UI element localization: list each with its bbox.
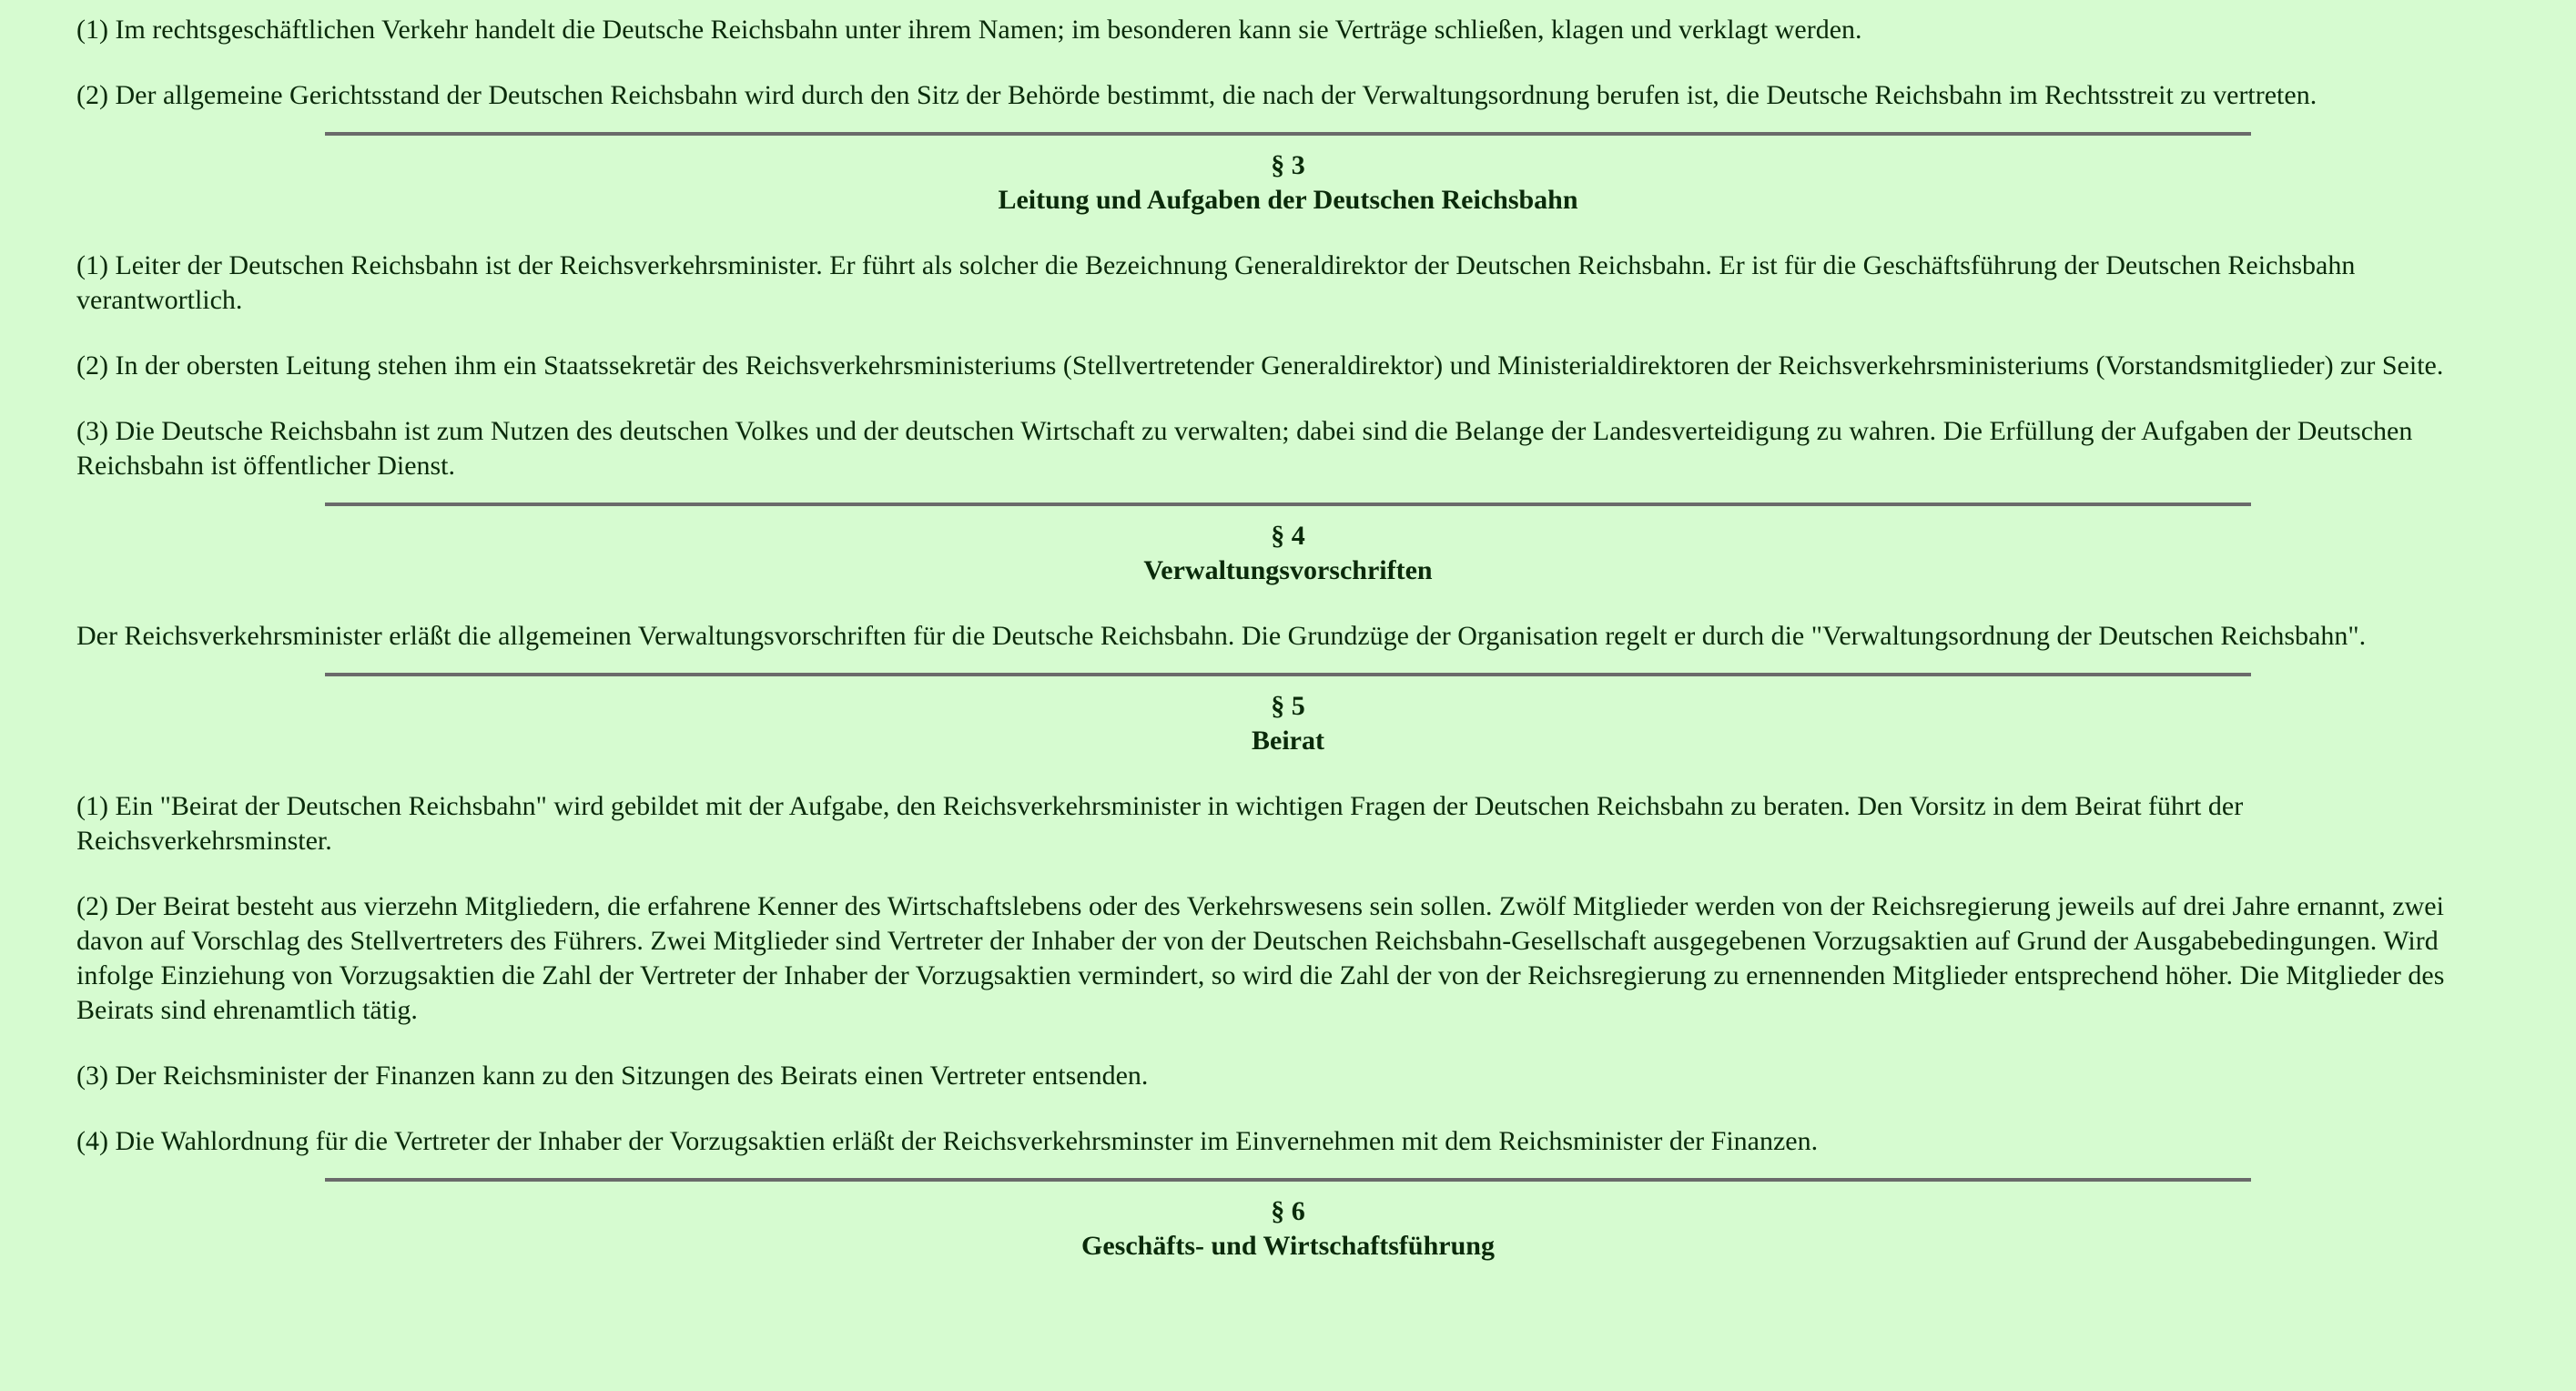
section-divider: [325, 132, 2251, 136]
section-heading: [76, 1194, 2500, 1264]
section-number: § 6: [1271, 1196, 1305, 1226]
paragraph: (2) In der obersten Leitung stehen ihm ein Staatssekretär des Reichsverkehrsministeriums (Stellvertretender Generaldirektor) und Ministerialdirektoren der Reichsverkehrsministeriums (Vorstandsmitglieder) zur Seite.: [76, 350, 2444, 381]
paragraph: (3) Die Deutsche Reichsbahn ist zum Nutzen des deutschen Volkes und der deutschen Wirtschaft zu verwalten; dabei sind die Belange der Landesverteidigung zu wahren. Die Erfüllung der Aufgaben der Deutschen Reichsbahn ist öffentlicher Dienst.: [76, 416, 2413, 481]
section-title: Verwaltungsvorschriften: [1143, 555, 1433, 585]
paragraph: (1) Ein "Beirat der Deutschen Reichsbahn" wird gebildet mit der Aufgabe, den Reichsverkehrsminister in wichtigen Fragen der Deutschen Reichsbahn zu beraten. Den Vorsitz in dem Beirat führt der Reichsverkehrsminster.: [76, 791, 2244, 856]
section-title: Geschäfts- und Wirtschaftsführung: [1081, 1231, 1495, 1261]
paragraph: Der Reichsverkehrsminister erläßt die allgemeinen Verwaltungsvorschriften für die Deutsche Reichsbahn. Die Grundzüge der Organisation regelt er durch die "Verwaltungsordnung der Deutschen Reichsbahn".: [76, 621, 2367, 651]
section-divider: [325, 503, 2251, 506]
section-title: Leitung und Aufgaben der Deutschen Reichsbahn: [998, 185, 1578, 215]
section-title: Beirat: [1252, 726, 1324, 756]
paragraph: (2) Der allgemeine Gerichtsstand der Deutschen Reichsbahn wird durch den Sitz der Behörde bestimmt, die nach der Verwaltungsordnung berufen ist, die Deutsche Reichsbahn im Rechtsstreit zu vertreten.: [76, 80, 2317, 110]
paragraph: (3) Der Reichsminister der Finanzen kann zu den Sitzungen des Beirats einen Vertreter entsenden.: [76, 1061, 1149, 1091]
section-divider: [325, 673, 2251, 676]
paragraph: (1) Im rechtsgeschäftlichen Verkehr handelt die Deutsche Reichsbahn unter ihrem Namen; im besonderen kann sie Verträge schließen, klagen und verklagt werden.: [76, 15, 1862, 45]
paragraph: (2) Der Beirat besteht aus vierzehn Mitgliedern, die erfahrene Kenner des Wirtschaftslebens oder des Verkehrswesens sein sollen. Zwölf Mitglieder werden von der Reichsregierung jeweils auf drei Jahre ernannt, zwei davon auf Vorschlag des Stellvertreters des Führers. Zwei Mitglieder sind Vertreter der Inhaber der von der Deutschen Reichsbahn-Gesellschaft ausgegebenen Vorzugsaktien auf Grund der Ausgabebedingungen. Wird infolge Einziehung von Vorzugsaktien die Zahl der Vertreter der Inhaber der Vorzugsaktien vermindert, so wird die Zahl der von der Reichsregierung zu ernennenden Mitglieder entsprechend höher. Die Mitglieder des Beirats sind ehrenamtlich tätig.: [76, 891, 2445, 1025]
section-number: § 3: [1271, 150, 1305, 180]
paragraph: (1) Leiter der Deutschen Reichsbahn ist der Reichsverkehrsminister. Er führt als solcher die Bezeichnung Generaldirektor der Deutschen Reichsbahn. Er ist für die Geschäftsführung der Deutschen Reichsbahn verantwortlich.: [76, 250, 2356, 315]
section-heading: [76, 689, 2500, 758]
section-divider: [325, 1178, 2251, 1182]
paragraph: (4) Die Wahlordnung für die Vertreter der Inhaber der Vorzugsaktien erläßt der Reichsverkehrsminster im Einvernehmen mit dem Reichsminister der Finanzen.: [76, 1126, 1819, 1156]
section-number: § 4: [1271, 521, 1305, 551]
section-heading: [76, 519, 2500, 588]
section-heading: [76, 148, 2500, 218]
section-number: § 5: [1271, 691, 1305, 721]
